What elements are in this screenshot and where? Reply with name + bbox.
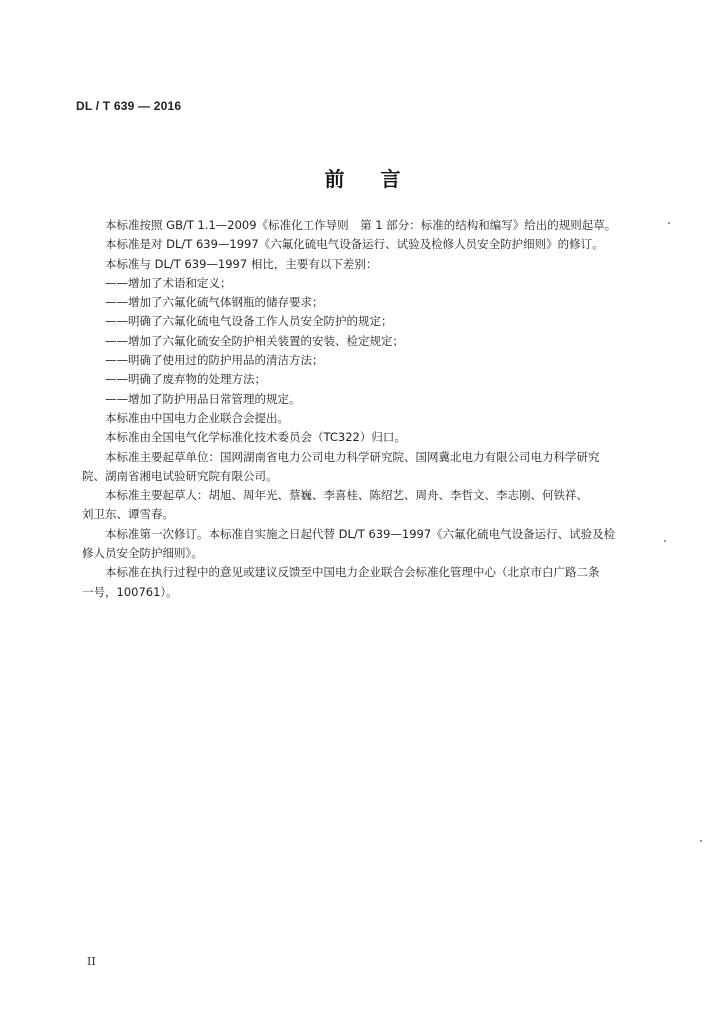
scan-artifact: [668, 222, 670, 224]
list-item: ——增加了六氟化硫安全防护相关装置的安装、检定规定；: [105, 333, 404, 348]
paragraph-revision-of: 本标准是对 DL/T 639—1997《六氟化硫电气设备运行、试验及检修人员安全防护细则》的修订。: [105, 237, 604, 252]
scan-artifact: [664, 540, 666, 542]
paragraph-differences-intro: 本标准与 DL/T 639—1997 相比，主要有以下差别：: [105, 256, 378, 271]
scan-artifact: [700, 840, 702, 842]
paragraph-proposed-by: 本标准由中国电力企业联合会提出。: [105, 410, 289, 425]
paragraph-drafting-rules: 本标准按照 GB/T 1.1—2009《标准化工作导则 第 1 部分：标准的结构和编写》给出的规则起草。: [105, 218, 617, 232]
paragraph-line: 刘卫东、谭雪春。: [82, 507, 174, 522]
paragraph-line: 一号，100761）。: [82, 584, 178, 599]
list-item: ——增加了术语和定义；: [105, 275, 232, 290]
list-item: ——明确了使用过的防护用品的清洁方法；: [105, 353, 324, 368]
document-code-header: DL / T 639 — 2016: [76, 99, 182, 113]
paragraph-revision-note: [82, 525, 662, 564]
page-title: 前言: [324, 167, 437, 191]
paragraph-line: 院、湖南省湘电试验研究院有限公司。: [82, 468, 278, 483]
list-item: ——明确了六氟化硫电气设备工作人员安全防护的规定；: [105, 314, 393, 329]
list-item: ——增加了六氟化硫气体钢瓶的储存要求；: [105, 295, 324, 310]
paragraph-feedback: [82, 563, 662, 602]
list-item: ——增加了防护用品日常管理的规定。: [105, 391, 301, 406]
paragraph-line: 本标准主要起草人：胡旭、周年光、蔡巍、李喜桂、陈绍艺、周舟、李哲文、李志刚、何铁祥、: [105, 488, 588, 503]
page-number: II: [87, 955, 96, 968]
paragraph-line: 本标准在执行过程中的意见或建议反馈至中国电力企业联合会标准化管理中心（北京市白广路二条: [105, 565, 600, 580]
paragraph-drafting-units: [82, 448, 662, 487]
paragraph-drafters: [82, 486, 662, 525]
paragraph-line: 修人员安全防护细则》。: [82, 546, 203, 561]
list-item: ——明确了废弃物的处理方法；: [105, 372, 266, 387]
paragraph-line: 本标准主要起草单位：国网湖南省电力公司电力科学研究院、国网冀北电力有限公司电力科学研究: [105, 449, 600, 464]
paragraph-line: 本标准第一次修订。本标准自实施之日起代替 DL/T 639—1997《六氟化硫电气设备运行、试验及检: [105, 526, 616, 541]
foreword-body: [82, 216, 662, 602]
paragraph-managed-by: 本标准由全国电气化学标准化技术委员会（TC322）归口。: [105, 430, 406, 445]
